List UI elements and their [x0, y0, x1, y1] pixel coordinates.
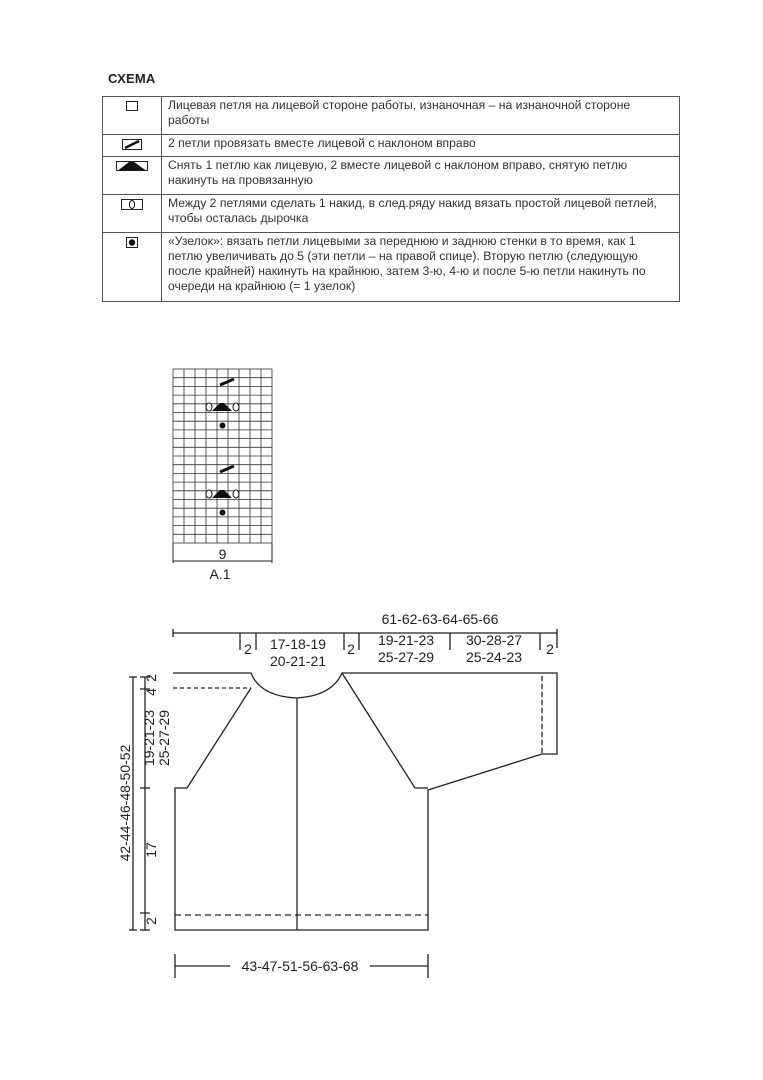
legend-symbol-cell [103, 195, 162, 233]
chart-width-label: 9 [218, 546, 227, 562]
legend-row [103, 233, 680, 302]
raglan-line [342, 673, 415, 788]
garment-outline [173, 673, 557, 930]
total-length-label: 42-44-46-48-50-52 [117, 744, 133, 862]
sleeve-width-label-1: 30-28-27 [465, 632, 523, 648]
nupp-knot-icon [125, 236, 139, 249]
yarn-over-icon [120, 198, 144, 211]
legend-row [103, 97, 680, 135]
legend-text: Лицевая петля на лицевой стороне работы, изнаночная – на изнаночной стороне работы [162, 97, 680, 135]
raglan-width-label-1: 19-21-23 [377, 632, 435, 648]
edge-right-label: 2 [546, 641, 554, 657]
page-title: СХЕМА [108, 71, 156, 86]
body-length-label: 17 [143, 842, 159, 858]
legend-table [102, 96, 680, 302]
legend-text: Снять 1 петлю как лицевую, 2 вместе лицевой с наклоном вправо, снятую петлю накинуть на провязанную [162, 157, 680, 195]
neck-width-label-2: 20-21-21 [269, 653, 327, 669]
legend-row [103, 195, 680, 233]
edge-mid-label: 2 [347, 641, 355, 657]
bottom-edge-label: 2 [143, 917, 159, 925]
sk1-k2tog-psso-icon [115, 160, 149, 172]
legend-row [103, 135, 680, 157]
raglan-width-label-2: 25-27-29 [377, 649, 435, 665]
raglan-depth-label-2: 25-27-29 [156, 709, 172, 767]
sleeve-width-label-2: 25-24-23 [465, 649, 523, 665]
legend-text: «Узелок»: вязать петли лицевыми за переднюю и заднюю стенки в то время, как 1 петлю увеличивать до 5 (эти петли – на правой спице). Вторую петлю (следующую после крайней) накинуть на крайнюю, затем 3-ю, 4-ю и после 5-ю петли накинуть по очереди на крайнюю (= 1 узелок) [162, 233, 680, 302]
top-edge-label-2: 2 [143, 674, 159, 682]
edge-left-label: 2 [244, 641, 252, 657]
garment-schematic [110, 598, 570, 988]
yarn-over-icon [233, 403, 239, 411]
chart-name: A.1 [209, 566, 231, 582]
legend-symbol-cell [103, 135, 162, 157]
legend-row [103, 157, 680, 195]
yarn-over-icon [206, 403, 212, 411]
legend-symbol-cell [103, 157, 162, 195]
chart-grid [173, 369, 272, 543]
total-width-label: 61-62-63-64-65-66 [381, 611, 499, 627]
yarn-over-icon [206, 490, 212, 498]
legend-symbol-cell [103, 233, 162, 302]
legend-text: 2 петли провязать вместе лицевой с наклоном вправо [162, 135, 680, 157]
top-edge-label-1: 4 [143, 688, 159, 696]
neck-width-label-1: 17-18-19 [269, 636, 327, 652]
chart-a1 [168, 366, 278, 584]
raglan-depth-label-1: 19-21-23 [141, 709, 157, 767]
knit-square-icon [125, 100, 139, 112]
nupp-knot-icon [220, 510, 226, 516]
yarn-over-icon [233, 490, 239, 498]
legend-text: Между 2 петлями сделать 1 накид, в след.ряду накид вязать простой лицевой петлей, чтобы осталась дырочка [162, 195, 680, 233]
legend-symbol-cell [103, 97, 162, 135]
k2tog-right-icon [121, 138, 143, 151]
body-width-label: 43-47-51-56-63-68 [241, 958, 359, 974]
nupp-knot-icon [220, 423, 226, 429]
